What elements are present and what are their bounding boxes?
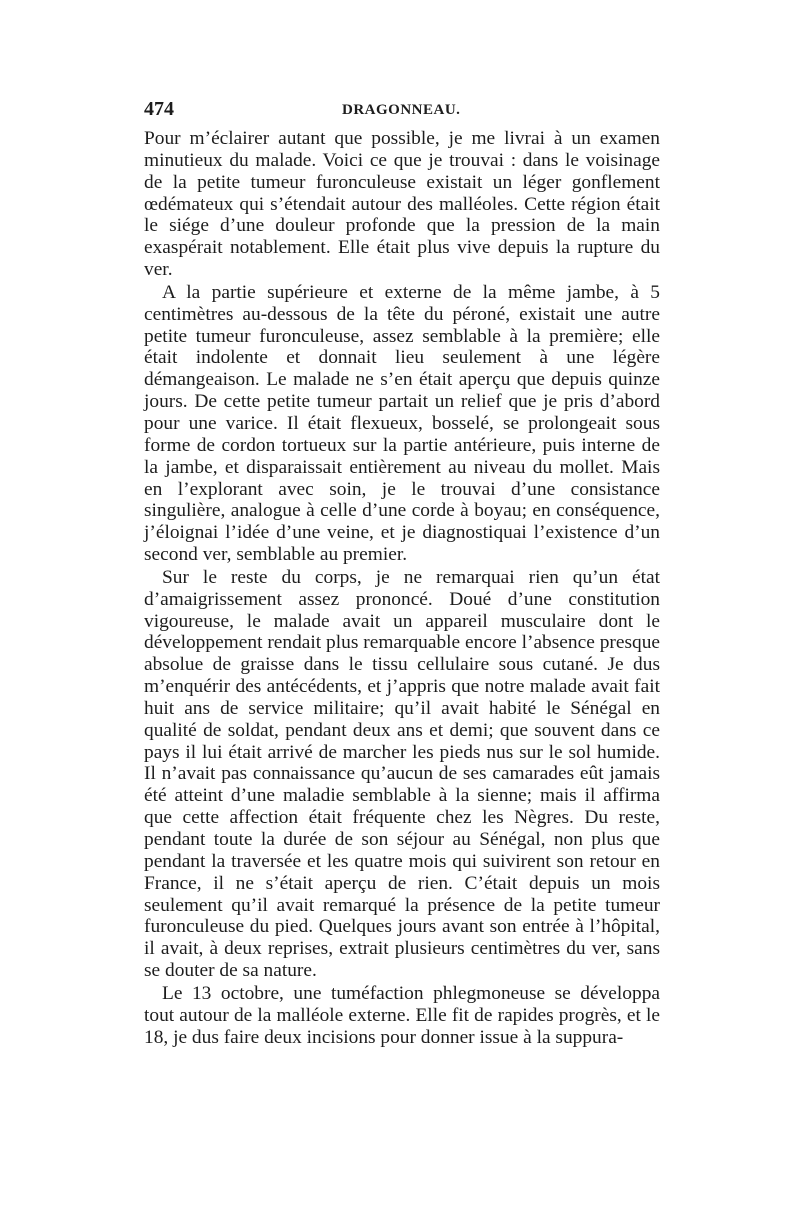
page-number: 474 (144, 98, 174, 120)
running-head: DRAGONNEAU. (342, 102, 461, 118)
paragraph-october: Le 13 octobre, une tuméfaction phlegmoneuse se développa tout autour de la malléole externe. Elle fit de rapides progrès, et le 18, je dus faire deux incisions pour donner issue à la suppura- (144, 982, 660, 1048)
body-text (144, 128, 660, 1048)
paragraph-second-tumor: A la partie supérieure et externe de la même jambe, à 5 centimètres au-dessous de la tête du péroné, existait une autre petite tumeur furonculeuse, assez semblable à la première; elle était indolente et donnait lieu seulement à une légère démangeaison. Le malade ne s’en était aperçu que depuis quinze jours. De cette petite tumeur partait un relief que je pris d’abord pour une varice. Il était flexueux, bosselé, se prolongeait sous forme de cordon tortueux sur la partie antérieure, puis interne de la jambe, et disparaissait entièrement au niveau du mollet. Mais en l’explorant avec soin, je le trouvai d’une consistance singulière, analogue à celle d’une corde à boyau; en conséquence, j’éloignai l’idée d’une veine, et je diagnostiquai l’existence d’un second ver, semblable au premier. (144, 281, 660, 566)
page-header (144, 98, 666, 130)
paragraph-history: Sur le reste du corps, je ne remarquai rien qu’un état d’amaigrissement assez prononcé. Doué d’une constitution vigoureuse, le malade avait un appareil musculaire dont le développement rendait plus remarquable encore l’absence presque absolue de graisse dans le tissu cellulaire sous cutané. Je dus m’enquérir des antécédents, et j’appris que notre malade avait fait huit ans de service militaire; qu’il avait habité le Sénégal en qualité de soldat, pendant deux ans et demi; que souvent dans ce pays il lui était arrivé de marcher les pieds nus sur le sol humide. Il n’avait pas connaissance qu’aucun de ses camarades eût jamais été atteint d’une maladie semblable à la sienne; mais il affirma que cette affection était fréquente chez les Nègres. Du reste, pendant toute la durée de son séjour au Sénégal, non plus que pendant la traversée et les quatre mois qui suivirent son retour en France, il ne s’était aperçu de rien. C’était depuis un mois seulement qu’il avait remarqué la présence de la petite tumeur furonculeuse du pied. Quelques jours avant son entrée à l’hôpital, il avait, à deux reprises, extrait plusieurs centimètres du ver, sans se douter de sa nature. (144, 566, 660, 982)
paragraph-examination: Pour m’éclairer autant que possible, je me livrai à un examen minutieux du malade. Voici ce que je trouvai : dans le voisinage de la petite tumeur furonculeuse existait un léger gonflement œdémateux qui s’étendait autour des malléoles. Cette région était le siége d’une douleur profonde que la pression de la main exaspérait notablement. Elle était plus vive depuis la rupture du ver. (144, 128, 660, 281)
